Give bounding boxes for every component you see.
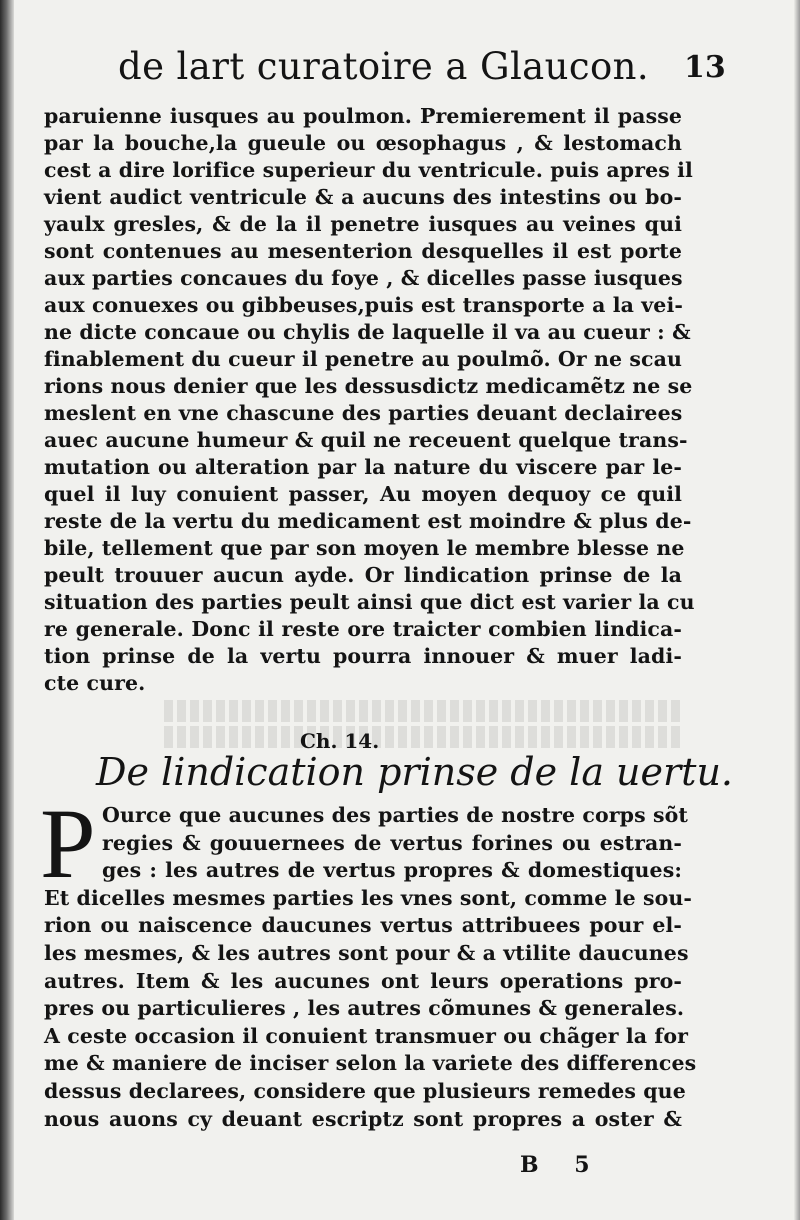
- text-line: quel il luy conuient passer, Au moyen dequoy ce quil: [44, 482, 682, 506]
- text-line: finablement du cueur il penetre au poulmõ. Or ne scau: [44, 347, 683, 371]
- running-title: de lart curatoire a Glaucon.: [118, 45, 650, 88]
- text-line: les mesmes, & les autres sont pour & a vtilite daucunes: [44, 941, 689, 965]
- binding-shadow: [0, 0, 14, 1220]
- text-line: rions nous denier que les dessusdictz medicamẽtz ne se: [44, 374, 693, 398]
- text-line: par la bouche,la gueule ou œsophagus , & lestomach: [44, 131, 682, 155]
- text-line: ges : les autres de vertus propres & domestiques:: [102, 858, 682, 883]
- text-line: re generale. Donc il reste ore traicter combien lindica-: [44, 617, 682, 641]
- text-line: cte cure.: [44, 671, 146, 695]
- text-line: aux parties concaues du foye , & dicelles passe iusques: [44, 266, 683, 290]
- text-line: reste de la vertu du medicament est moindre & plus de-: [44, 509, 692, 533]
- text-line: peult trouuer aucun ayde. Or lindication prinse de la: [44, 563, 682, 587]
- text-line: tion prinse de la vertu pourra innouer & muer ladi-: [44, 644, 682, 668]
- drop-cap-initial: P: [40, 788, 96, 899]
- text-line: auec aucune humeur & quil ne receuent quelque trans-: [44, 428, 688, 452]
- section-heading: De lindication prinse de la uertu.: [96, 750, 734, 794]
- text-line: sont contenues au mesenterion desquelles il est porte: [44, 239, 682, 263]
- signature-mark: B 5: [520, 1152, 604, 1178]
- text-line: regies & gouuernees de vertus forines ou estran-: [102, 830, 682, 855]
- text-line: situation des parties peult ainsi que dict est varier la cu: [44, 590, 695, 614]
- text-line: cest a dire lorifice superieur du ventricule. puis apres il: [44, 158, 693, 182]
- text-line: A ceste occasion il conuient transmuer ou chãger la for: [44, 1023, 689, 1048]
- text-line: paruienne iusques au poulmon. Premierement il passe: [44, 104, 682, 128]
- text-line: Et dicelles mesmes parties les vnes sont, comme le sou-: [44, 885, 692, 910]
- text-line: bile, tellement que par son moyen le membre blesse ne: [44, 536, 685, 560]
- text-line: ne dicte concaue ou chylis de laquelle il va au cueur : &: [44, 320, 691, 344]
- text-line: aux conuexes ou gibbeuses,puis est transporte a la vei-: [44, 293, 683, 317]
- page-number: 13: [684, 50, 726, 85]
- page-edge: [794, 0, 800, 1220]
- text-line: pres ou particulieres , les autres cõmunes & generales.: [44, 996, 685, 1021]
- text-line: dessus declarees, considere que plusieurs remedes que: [44, 1079, 686, 1103]
- text-line: yaulx gresles, & de la il penetre iusques au veines qui: [44, 212, 682, 236]
- text-line: autres. Item & les aucunes ont leurs operations pro-: [44, 968, 682, 993]
- text-line: meslent en vne chascune des parties deuant declairees: [44, 401, 683, 425]
- chapter-number: Ch. 14.: [300, 729, 380, 753]
- text-line: Ource que aucunes des parties de nostre corps sõt: [102, 803, 688, 827]
- text-line: rion ou naiscence daucunes vertus attribuees pour el-: [44, 913, 682, 938]
- text-line: me & maniere de inciser selon la variete des differences: [44, 1051, 697, 1076]
- text-line: mutation ou alteration par la nature du viscere par le-: [44, 455, 682, 479]
- text-line: nous auons cy deuant escriptz sont propres a oster &: [44, 1106, 682, 1131]
- text-line: vient audict ventricule & a aucuns des intestins ou bo-: [44, 185, 682, 209]
